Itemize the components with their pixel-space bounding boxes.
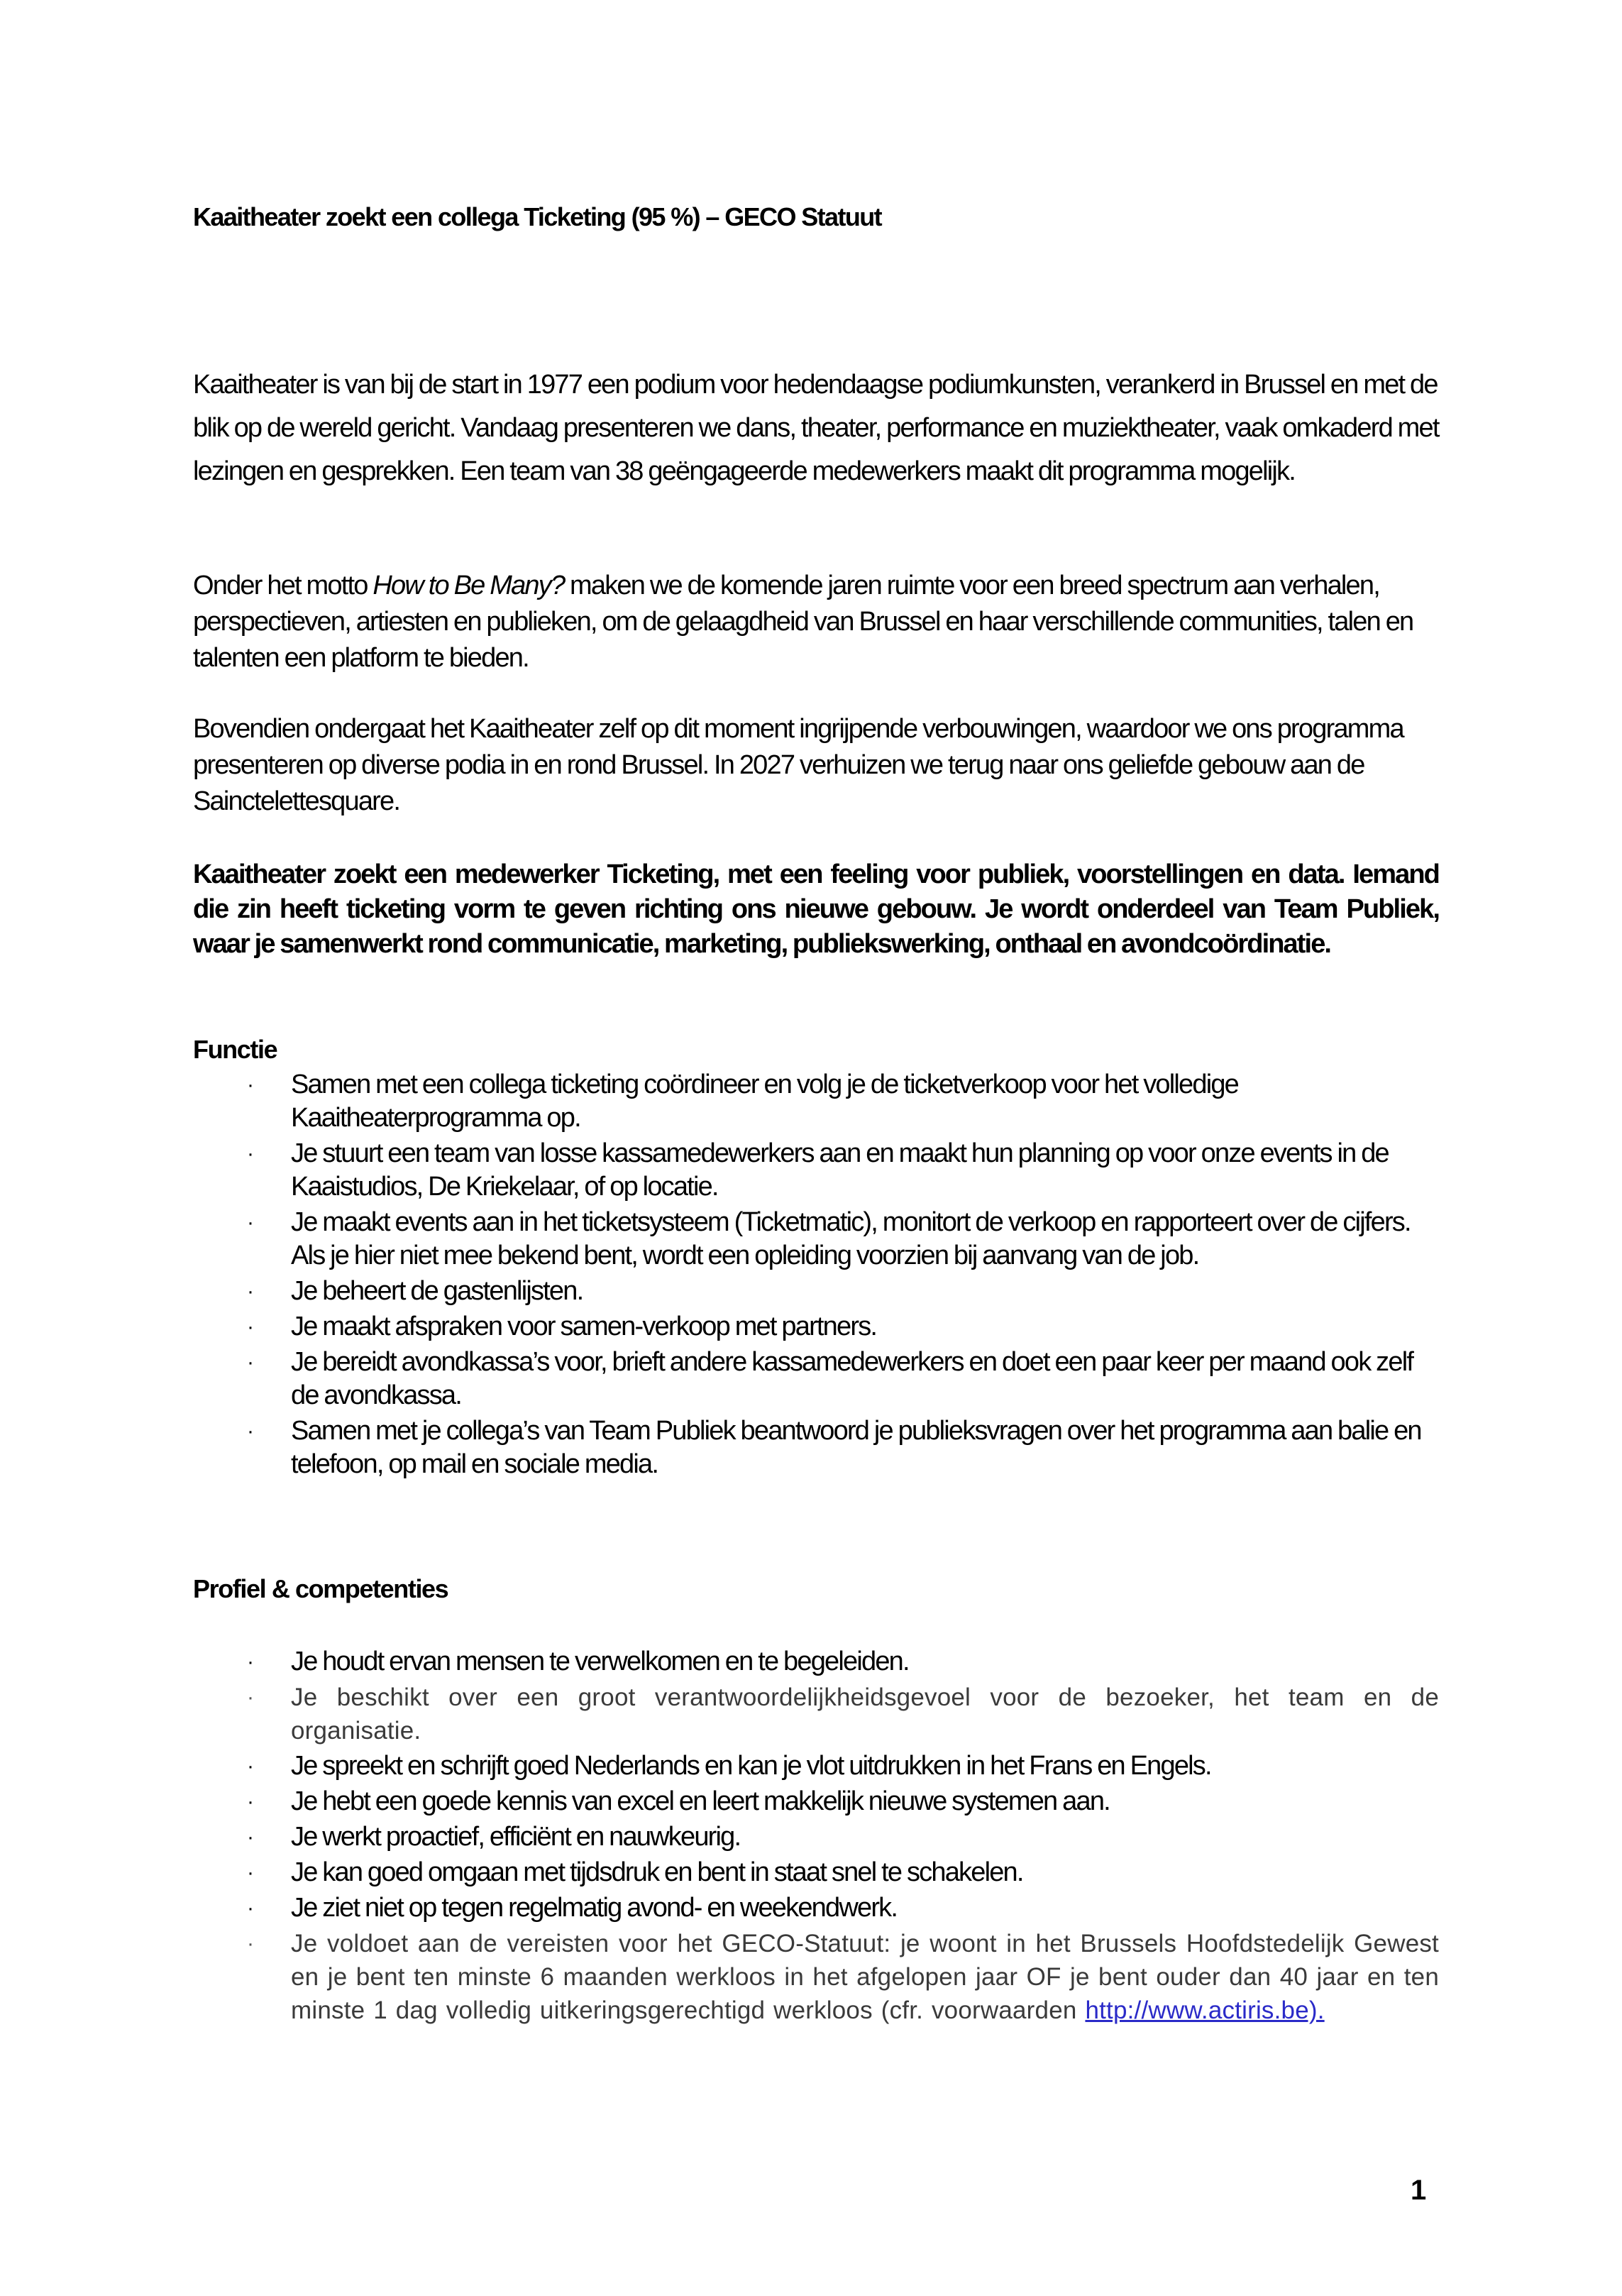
intro-paragraph-3: Bovendien ondergaat het Kaaitheater zelf op dit moment ingrijpende verbouwingen, waardoor we ons programma presenteren op diverse podia in en rond Brussel. In 2027 verhuizen we terug naar ons geliefde gebouw aan de Sainctelettesquare.: [193, 714, 1403, 816]
profiel-heading: Profiel & competenties: [193, 1574, 448, 1603]
profiel-item: · Je spreekt en schrijft goed Nederlands en kan je vlot uitdrukken in het Frans en Engels.: [193, 1750, 1439, 1783]
motto-suffix: maken we de komende jaren ruimte voor een breed spectrum aan verhalen, perspectieven, artiesten en publieken, om de gelaagdheid van Brussel en haar verschillende communities, talen en talenten een platform te bieden.: [193, 571, 1413, 673]
bullet-icon: ·: [247, 1861, 253, 1884]
bullet-icon: ·: [247, 1211, 253, 1234]
intro-paragraph-2: [193, 568, 1439, 676]
functie-item: · Je maakt events aan in het ticketsysteem (Ticketmatic), monitort de verkoop en rapporteert over de cijfers. Als je hier niet mee bekend bent, wordt een opleiding voorzien bij aanvang van de job.: [247, 1207, 1411, 1270]
bullet-icon: ·: [247, 1142, 253, 1165]
functie-item: · Je beheert de gastenlijsten.: [193, 1275, 1439, 1308]
page-number: 1: [1411, 2175, 1427, 2206]
bullet-icon: ·: [247, 1280, 253, 1303]
bullet-icon: ·: [247, 1896, 253, 1920]
bullet-icon: ·: [247, 1419, 253, 1443]
profiel-item: · Je werkt proactief, efficiënt en nauwkeurig.: [193, 1820, 1439, 1854]
bullet-icon: ·: [247, 1073, 253, 1097]
bullet-icon: ·: [247, 1790, 253, 1813]
intro-paragraph-1: Kaaitheater is van bij de start in 1977 een podium voor hedendaagse podiumkunsten, verankerd in Brussel en met de blik op de wereld gericht. Vandaag presenteren we dans, theater, performance en muziektheater, vaak omkaderd met lezingen en gesprekken. Een team van 38 geëngageerde medewerkers maakt dit programma mogelijk.: [193, 370, 1439, 486]
functie-heading: Functie: [193, 1035, 277, 1064]
functie-item: · Samen met een collega ticketing coördineer en volg je de ticketverkoop voor het volledige Kaaitheaterprogramma op.: [247, 1070, 1239, 1133]
motto-prefix: Onder het motto: [193, 571, 373, 600]
bullet-icon: ·: [247, 1315, 253, 1339]
profiel-item-geco: · Je voldoet aan de vereisten voor het GECO-Statuut: je woont in het Brussels Hoofdstedelijk Gewest en je bent ten minste 6 maanden werkloos in het afgelopen jaar OF je bent ouder dan 40 jaar en ten minste 1 dag volledig uitkeringsgerechtigd werkloos (cfr. voorwaarden http://www.actiris.be).: [193, 1927, 1439, 2027]
functie-list: [193, 1068, 1439, 1483]
functie-item: · Je bereidt avondkassa’s voor, brieft andere kassamedewerkers en doet een paar keer per maand ook zelf de avondkassa.: [247, 1347, 1413, 1410]
profiel-list: [193, 1645, 1439, 2029]
bullet-icon: ·: [247, 1650, 253, 1674]
intro-paragraph-4-bold: Kaaitheater zoekt een medewerker Ticketing, met een feeling voor publiek, voorstellingen en data. Iemand die zin heeft ticketing vorm te geven richting ons nieuwe gebouw. Je wordt onderdeel van Team Publiek, waar je samenwerkt rond communicatie, marketing, publiekswerking, onthaal en avondcoördinatie.: [193, 859, 1439, 959]
functie-item: · Je maakt afspraken voor samen-verkoop met partners.: [193, 1310, 1439, 1344]
bullet-icon: ·: [247, 1686, 255, 1709]
profiel-item: · Je hebt een goede kennis van excel en leert makkelijk nieuwe systemen aan.: [193, 1785, 1439, 1818]
bullet-icon: ·: [247, 1351, 253, 1374]
bullet-icon: ·: [247, 1932, 255, 1955]
profiel-item: · Je houdt ervan mensen te verwelkomen en te begeleiden.: [193, 1645, 1439, 1679]
functie-item: · Samen met je collega’s van Team Publiek beantwoord je publieksvragen over het programma aan balie en telefoon, op mail en sociale media.: [247, 1416, 1421, 1479]
profiel-item: · Je kan goed omgaan met tijdsdruk en bent in staat snel te schakelen.: [193, 1856, 1439, 1889]
functie-item: · Je stuurt een team van losse kassamedewerkers aan en maakt hun planning op voor onze events in de Kaaistudios, De Kriekelaar, of op locatie.: [247, 1138, 1389, 1202]
profiel-item: · Je ziet niet op tegen regelmatig avond- en weekendwerk.: [193, 1891, 1439, 1925]
actiris-link[interactable]: http://www.actiris.be).: [1085, 1996, 1325, 2024]
motto-italic: How to Be Many?: [373, 571, 565, 600]
bullet-icon: ·: [247, 1754, 253, 1778]
bullet-icon: ·: [247, 1825, 253, 1849]
profiel-item: · Je beschikt over een groot verantwoordelijkheidsgevoel voor de bezoeker, het team en de organisatie.: [193, 1681, 1439, 1747]
document-title: Kaaitheater zoekt een collega Ticketing (95 %) – GECO Statuut: [193, 202, 882, 231]
